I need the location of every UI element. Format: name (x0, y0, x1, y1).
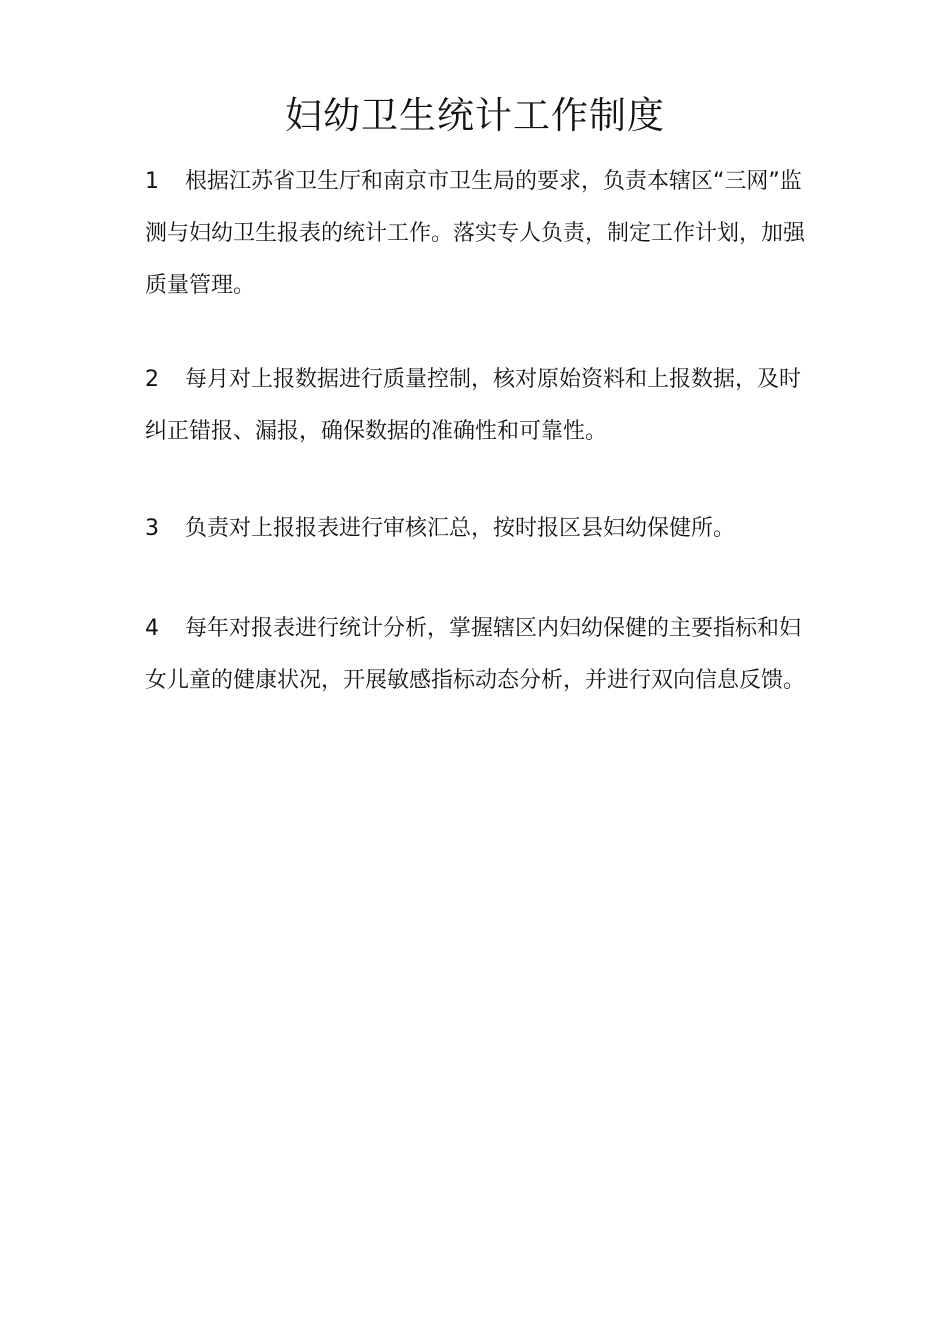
clause-4 (145, 603, 811, 707)
document-title: 妇幼卫生统计工作制度 (285, 94, 665, 137)
clause-text: 负责对上报报表进行审核汇总，按时报区县妇幼保健所。 (185, 516, 736, 541)
clause-number: 2 (145, 367, 159, 392)
clause-number: 4 (145, 616, 159, 641)
clause-text: 每月对上报数据进行质量控制，核对原始资料和上报数据，及时纠正错报、漏报，确保数据的准确性和可靠性。 (145, 367, 802, 444)
clause-1 (145, 156, 811, 312)
clause-3 (145, 503, 811, 555)
clause-number: 1 (145, 169, 159, 194)
clause-2 (145, 354, 811, 458)
clause-text: 每年对报表进行统计分析，掌握辖区内妇幼保健的主要指标和妇女儿童的健康状况，开展敏感指标动态分析，并进行双向信息反馈。 (145, 616, 806, 693)
clause-number: 3 (145, 516, 159, 541)
clause-text: 根据江苏省卫生厅和南京市卫生局的要求，负责本辖区“三网”监测与妇幼卫生报表的统计工作。落实专人负责，制定工作计划，加强质量管理。 (145, 169, 806, 298)
